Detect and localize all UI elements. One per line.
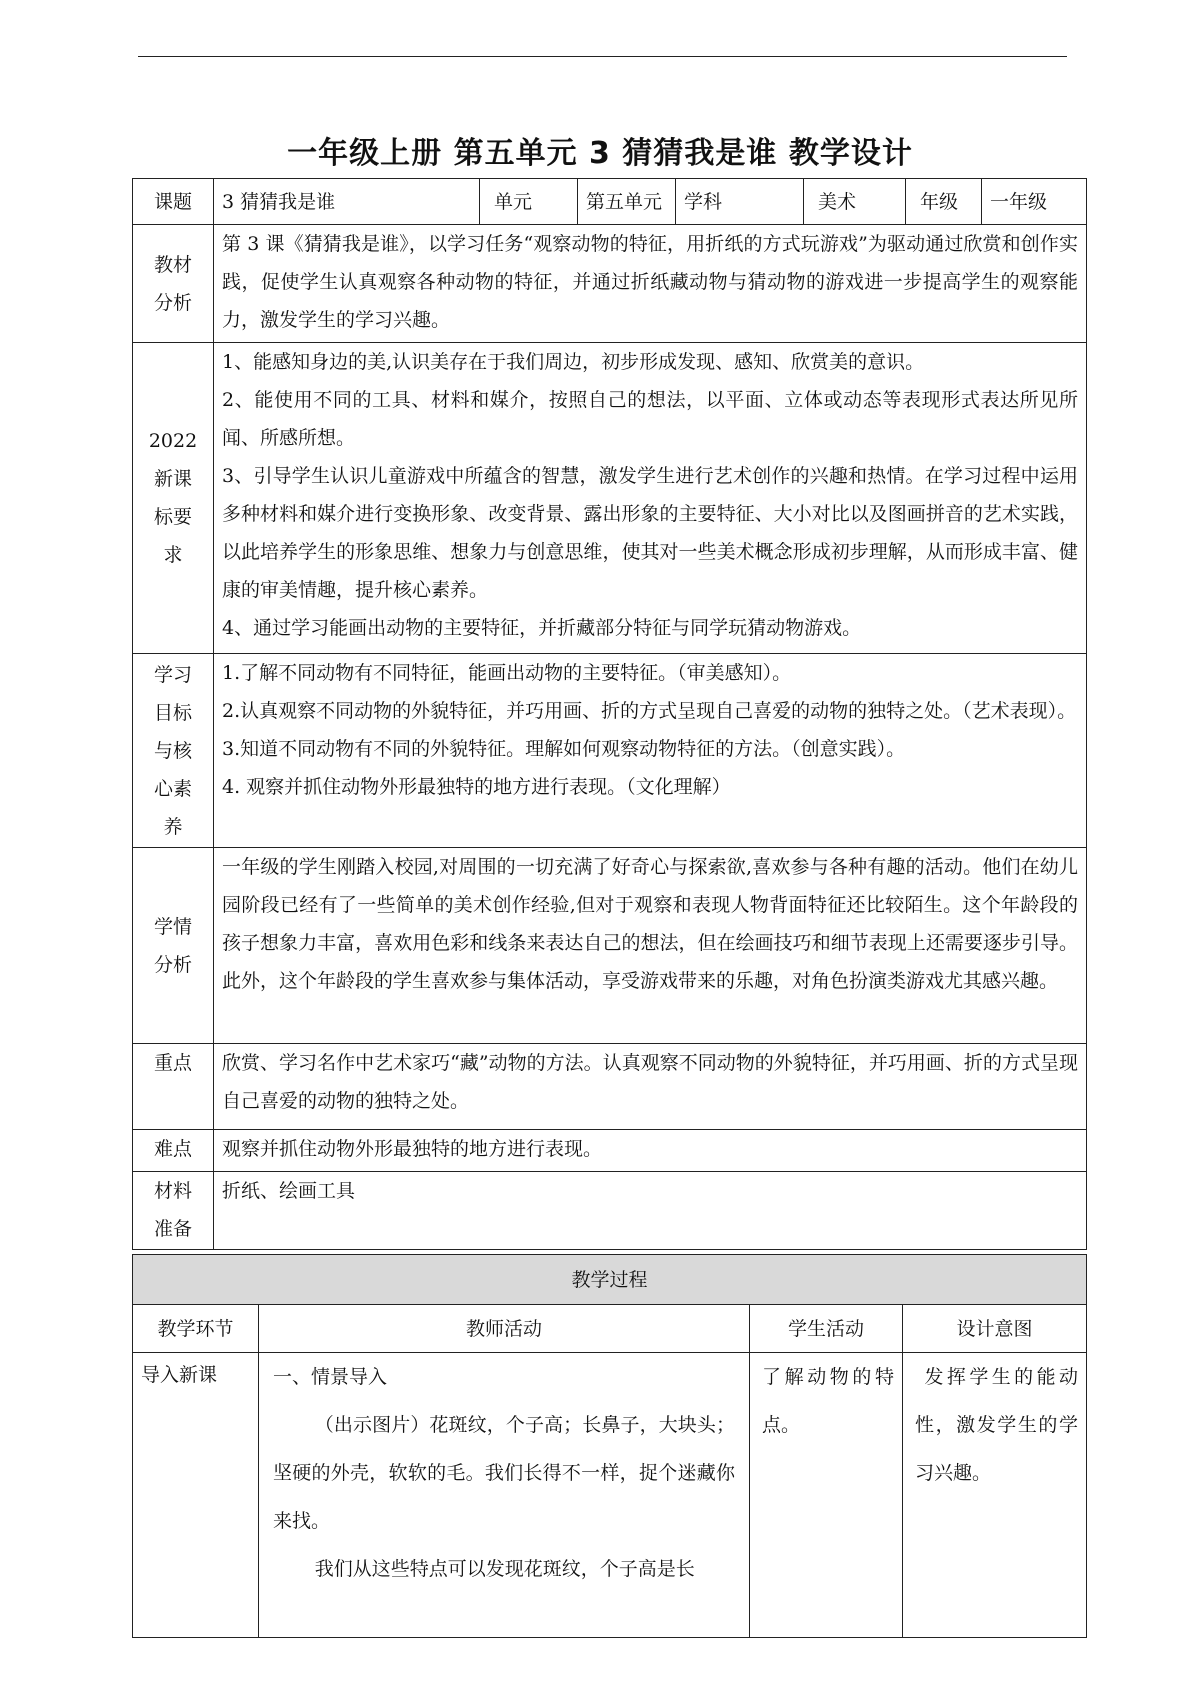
grade-value: 一年级 — [982, 179, 1087, 225]
key-points-label: 重点 — [133, 1044, 214, 1130]
column-header-intent: 设计意图 — [903, 1305, 1087, 1353]
teacher-step: 一、情景导入 — [273, 1366, 388, 1388]
learner-analysis: 一年级的学生刚踏入校园,对周围的一切充满了好奇心与探索欲,喜欢参与各种有趣的活动。他们在幼儿园阶段已经有了一些简单的美术创作经验,但对于观察和表现人物背面特征还比较陌生。这个年龄段的孩子想象力丰富，喜欢用色彩和线条来表达自己的想法，但在绘画技巧和细节表现上还需要逐步引导。此外，这个年龄段的学生喜欢参与集体活动，享受游戏带来的乐趣，对角色扮演类游戏尤其感兴趣。 — [214, 848, 1087, 1044]
goal-item: 3.知道不同动物有不同的外貌特征。理解如何观察动物特征的方法。（创意实践）。 — [222, 738, 906, 760]
materials-label: 材料 准备 — [133, 1172, 214, 1250]
materials: 折纸、绘画工具 — [214, 1172, 1087, 1250]
goal-item: 1.了解不同动物有不同特征，能画出动物的主要特征。（审美感知）。 — [222, 662, 792, 684]
learners-label: 学情 分析 — [133, 848, 214, 1044]
standard-item: 3、引导学生认识儿童游戏中所蕴含的智慧，激发学生进行艺术创作的兴趣和热情。在学习过程中运用多种材料和媒介进行变换形象、改变背景、露出形象的主要特征、大小对比以及图画拼音的艺术实践，以此培养学生的形象思维、想象力与创意思维，使其对一些美术概念形成初步理解，从而形成丰富、健康的审美情趣，提升核心素养。 — [222, 465, 1078, 601]
standards-label: 2022 新课 标要 求 — [133, 343, 214, 654]
key-points: 欣赏、学习名作中艺术家巧“藏”动物的方法。认真观察不同动物的外貌特征，并巧用画、折的方式呈现自己喜爱的动物的独特之处。 — [214, 1044, 1087, 1130]
topic-label: 课题 — [133, 179, 214, 225]
stage-cell: 导入新课 — [133, 1353, 259, 1638]
lesson-info-table — [132, 178, 1087, 1250]
curriculum-standards — [214, 343, 1087, 654]
goal-item: 2.认真观察不同动物的外貌特征，并巧用画、折的方式呈现自己喜爱的动物的独特之处。（艺术表现）。 — [222, 700, 1077, 722]
standard-item: 1、能感知身边的美,认识美存在于我们周边，初步形成发现、感知、欣赏美的意识。 — [222, 351, 925, 373]
page-title: 一年级上册 第五单元 3 猜猜我是谁 教学设计 — [287, 136, 913, 171]
teaching-process-table — [132, 1254, 1087, 1638]
teacher-step: 我们从这些特点可以发现花斑纹，个子高是长 — [314, 1558, 695, 1580]
column-header-student: 学生活动 — [750, 1305, 903, 1353]
teacher-activity — [259, 1353, 750, 1638]
difficulties-label: 难点 — [133, 1130, 214, 1172]
design-intent: 发挥学生的能动性，激发学生的学习兴趣。 — [903, 1353, 1087, 1638]
goal-item: 4. 观察并抓住动物外形最独特的地方进行表现。（文化理解） — [222, 776, 731, 798]
column-header-stage: 教学环节 — [133, 1305, 259, 1353]
column-header-teacher: 教师活动 — [259, 1305, 750, 1353]
textbook-analysis: 第 3 课《猜猜我是谁》，以学习任务“观察动物的特征，用折纸的方式玩游戏”为驱动通过欣赏和创作实践，促使学生认真观察各种动物的特征，并通过折纸藏动物与猜动物的游戏进一步提高学生的观察能力，激发学生的学习兴趣。 — [214, 225, 1087, 343]
teacher-step: （出示图片）花斑纹，个子高；长鼻子，大块头；坚硬的外壳，软软的毛。我们长得不一样，捉个迷藏你来找。 — [273, 1414, 735, 1532]
topic-value: 3 猜猜我是谁 — [214, 179, 480, 225]
student-activity: 了解动物的特点。 — [750, 1353, 903, 1638]
learning-goals — [214, 654, 1087, 848]
standard-item: 2、能使用不同的工具、材料和媒介，按照自己的想法，以平面、立体或动态等表现形式表达所见所闻、所感所想。 — [222, 389, 1078, 449]
unit-label: 单元 — [480, 179, 578, 225]
subject-value: 美术 — [804, 179, 906, 225]
grade-label: 年级 — [906, 179, 982, 225]
standard-item: 4、通过学习能画出动物的主要特征，并折藏部分特征与同学玩猜动物游戏。 — [222, 617, 862, 639]
analysis-label: 教材 分析 — [133, 225, 214, 343]
subject-label: 学科 — [676, 179, 804, 225]
header-rule — [138, 56, 1067, 57]
difficulties: 观察并抓住动物外形最独特的地方进行表现。 — [214, 1130, 1087, 1172]
process-heading: 教学过程 — [133, 1255, 1087, 1305]
unit-value: 第五单元 — [578, 179, 676, 225]
goals-label: 学习 目标 与核 心素 养 — [133, 654, 214, 848]
